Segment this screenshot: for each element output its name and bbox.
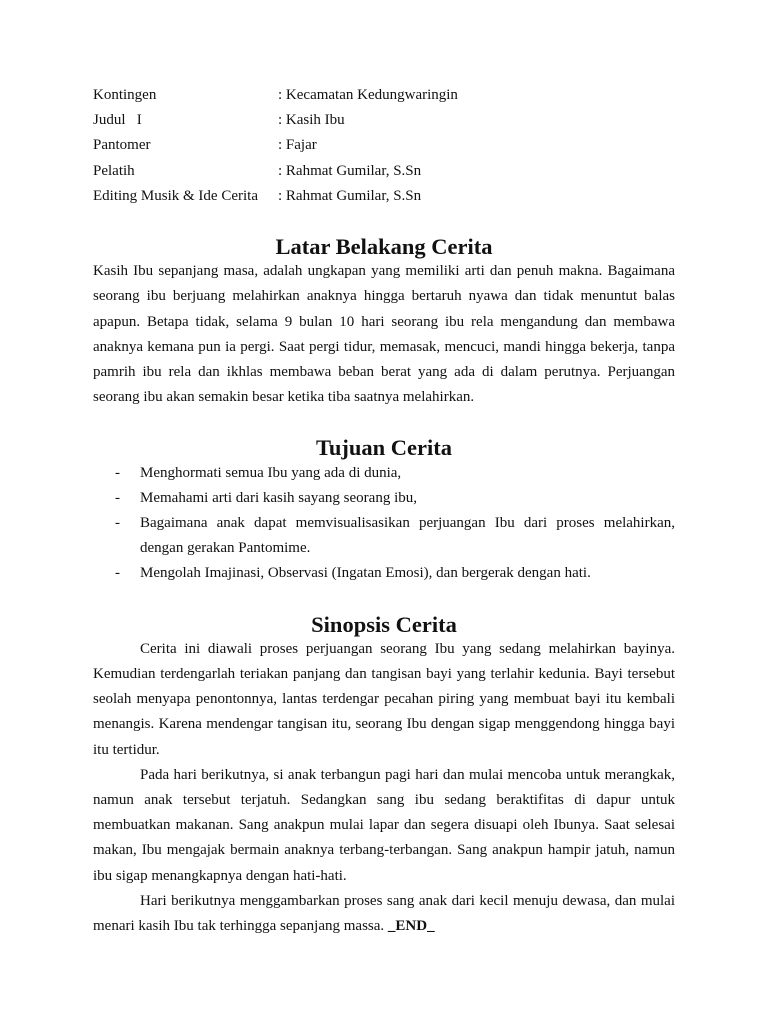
info-label: Editing Musik & Ide Cerita <box>93 187 258 204</box>
list-item-text: Bagaimana anak dapat memvisualisasikan perjuangan Ibu dari proses melahirkan, dengan gerakan Pantomime. <box>140 515 675 557</box>
tujuan-heading: Tujuan Cerita <box>315 435 453 461</box>
latar-paragraph: Kasih Ibu sepanjang masa, adalah ungkapan yang memiliki arti dan penuh makna. Bagaimana seorang ibu berjuang melahirkan anaknya hingga bertaruh nyawa dan tidak menuntut balas apapun. Betapa tidak, selama 9 bulan 10 hari seorang ibu rela mengandung dan membawa anaknya kemana pun ia pergi. Saat pergi tidur, memasak, mencuci, mandi hingga bekerja, tanpa pamrih ibu rela dan ikhlas membawa beban berat yang ada di dalam perutnya. Perjuangan seorang ibu akan semakin besar ketika tiba saatnya melahirkan. <box>93 263 675 406</box>
sinopsis-paragraph-1: Cerita ini diawali proses perjuangan seorang Ibu yang sedang melahirkan bayinya. Kemudian terdengarlah teriakan panjang dan tangisan bayi yang terlahir kedunia. Bayi tersebut seolah menyapa penontonnya, lantas terdengar pecahan piring yang membuat bayi itu kembali menangis. Karena mendengar tangisan itu, seorang Ibu dengan sigap menggendong hingga bayi itu tertidur. <box>93 640 675 758</box>
info-row-judul <box>93 108 675 133</box>
info-row-pelatih <box>93 159 675 184</box>
list-item-text: Memahami arti dari kasih sayang seorang ibu, <box>140 489 418 506</box>
end-mark: _END_ <box>387 918 435 935</box>
document-body <box>93 83 675 939</box>
info-value: : Kecamatan Kedungwaringin <box>278 87 458 103</box>
info-row-kontingen <box>93 83 675 108</box>
tujuan-list <box>93 461 675 587</box>
info-value: : Fajar <box>278 137 317 154</box>
info-label: Kontingen <box>93 87 157 103</box>
list-item-text: Mengolah Imajinasi, Observasi (Ingatan Emosi), dan bergerak dengan hati. <box>140 565 591 582</box>
bullet-dash: - <box>115 515 120 532</box>
sinopsis-paragraph-2: Pada hari berikutnya, si anak terbangun pagi hari dan mulai mencoba untuk merangkak, namun anak tersebut terjatuh. Sedangkan sang ibu sedang beraktifitas di dapur untuk membuatkan makanan. Sang anakpun mulai lapar dan segera disuapi oleh Ibunya. Saat selesai makan, Ibu mengajak bermain anaknya terbang-terbangan. Sang anakpun hampir jatuh, namun ibu sigap menangkapnya dengan hati-hati. <box>93 766 675 884</box>
sinopsis-paragraph-3-text: Hari berikutnya menggambarkan proses sang anak dari kecil menuju dewasa, dan mulai menari kasih Ibu tak terhingga sepanjang massa. <box>93 892 675 935</box>
info-row-editing <box>93 184 675 209</box>
info-value: : Rahmat Gumilar, S.Sn <box>278 187 422 204</box>
info-label: Pelatih <box>93 162 135 179</box>
bullet-dash: - <box>115 464 120 481</box>
info-label: Judul I <box>93 112 142 129</box>
bullet-dash: - <box>115 489 120 506</box>
info-label: Pantomer <box>93 137 151 154</box>
info-block <box>93 83 675 209</box>
sinopsis-paragraph-3 <box>93 889 675 939</box>
latar-heading: Latar Belakang Cerita <box>275 234 493 260</box>
info-value: : Rahmat Gumilar, S.Sn <box>278 162 422 179</box>
list-item <box>93 511 675 561</box>
list-item <box>93 561 675 586</box>
list-item <box>93 486 675 511</box>
sinopsis-heading: Sinopsis Cerita <box>311 611 457 637</box>
list-item-text: Menghormati semua Ibu yang ada di dunia, <box>140 464 402 481</box>
info-row-pantomer <box>93 133 675 158</box>
info-value: : Kasih Ibu <box>278 112 345 129</box>
list-item <box>93 461 675 486</box>
bullet-dash: - <box>115 565 120 582</box>
